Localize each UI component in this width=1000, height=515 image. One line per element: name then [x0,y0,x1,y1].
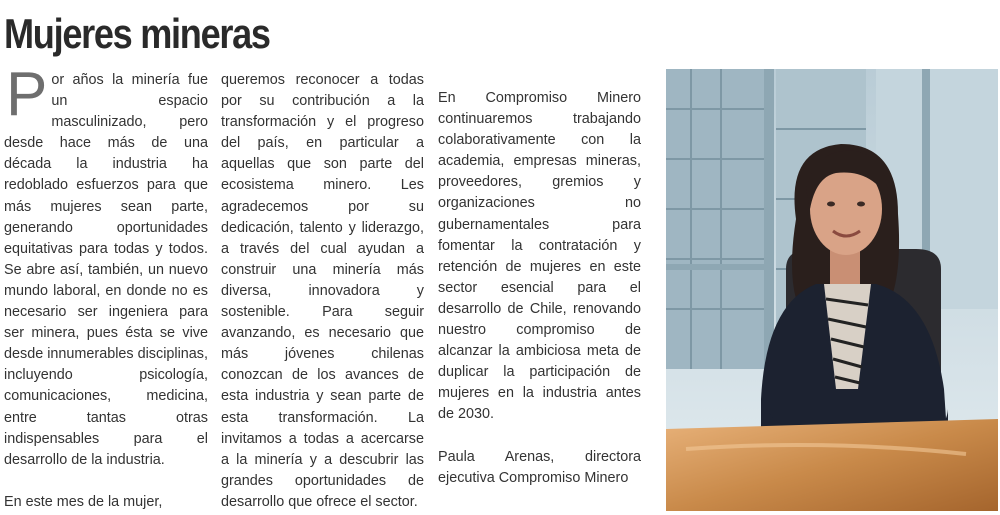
portrait-illustration [666,69,998,511]
article-column-1 [4,60,208,513]
intro-paragraph-text: or años la minería fue un espacio masculinizado, pero desde hace más de una década la industria ha redoblado esfuerzos para que más mujeres sean parte, generando oportunidades equitativas para todas y todos. Se abre así, también, un nuevo mundo laboral, en donde no es necesario ser ingeniera para ser minera, pues ésta se vive desde innumerables disciplinas, incluyendo psicología, comunicaciones, medicina, entre tantas otras indispensables para el desarrollo de la industria. [4,72,208,468]
portrait-photo [666,69,998,511]
intro-paragraph [4,60,208,471]
article-title: Mujeres mineras [4,10,270,57]
article-column-3 [438,88,641,489]
drop-cap: P [6,60,48,129]
closing-paragraph: En Compromiso Minero continuaremos trabajando colaborativamente con la academia, empresas mineras, proveedores, gremios y organizaciones no gubernamentales para fomentar la contratación y retención de mujeres en este sector esencial para el desarrollo de Chile, renovando nuestro compromiso de alcanzar la ambiciosa meta de duplicar la participación de mujeres en la industria antes de 2030. [438,90,641,423]
author-signature: Paula Arenas, directora ejecutiva Compromiso Minero [438,448,641,486]
second-paragraph-start: En este mes de la mujer, [4,493,163,510]
article-column-2 [221,70,424,513]
continuation-paragraph: queremos reconocer a todas por su contribución a la transformación y el progreso del país, en particular a aquellas que son parte del ecosistema minero. Les agradecemos por su dedicación, talento y liderazgo, a través del cual ayudan a construir una minería más diversa, innovadora y sostenible. Para seguir avanzando, es necesario que más jóvenes chilenas conozcan de los avances de esta industria y sean parte de esta transformación. La invitamos a todas a acercarse a la minería y a descubrir las grandes oportunidades de desarrollo que ofrece el sector. [221,72,424,510]
